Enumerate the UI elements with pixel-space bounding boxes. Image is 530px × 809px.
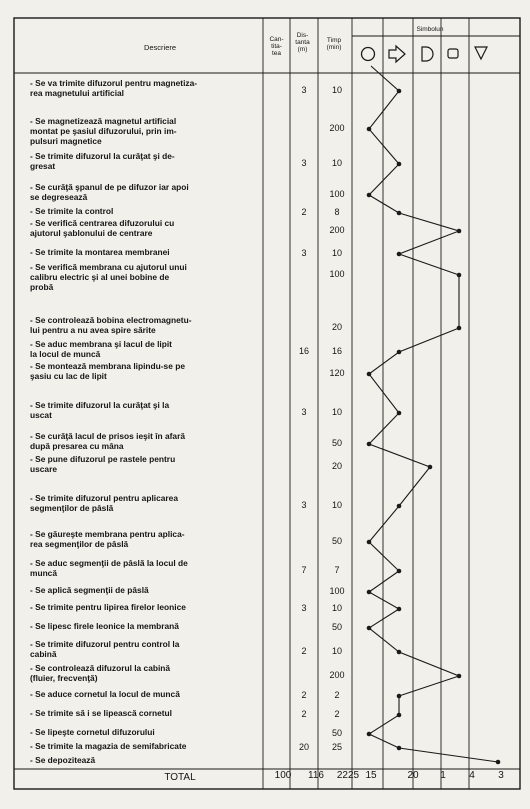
total-distanta: 116 [308, 770, 324, 781]
row-timp: 100 [329, 269, 345, 279]
row-description [30, 400, 262, 420]
row-description-line: se degresează [30, 192, 88, 202]
total-symbol-1: 15 [365, 770, 377, 781]
row-timp: 120 [329, 368, 345, 378]
row-description [30, 361, 262, 381]
flow-node-20 [397, 650, 402, 655]
row-distanta: 2 [301, 646, 307, 656]
total-cantitate: 100 [274, 770, 292, 781]
row-timp: 10 [331, 500, 342, 510]
row-description-line: pulsuri magnetice [30, 136, 102, 146]
flow-node-16 [397, 569, 402, 574]
flow-node-24 [367, 732, 372, 737]
row-description-line: calibru electric şi al unei bobine de [30, 272, 170, 282]
row-description [30, 663, 262, 683]
triangle-icon [475, 47, 487, 59]
row-description-line: - Se aduce cornetul la locul de muncă [30, 689, 180, 699]
total-symbol-3: 1 [440, 770, 446, 781]
row-timp: 25 [331, 742, 342, 752]
row-distanta: 3 [301, 158, 307, 168]
row-description-line: - Se lipeşte cornetul difuzorului [30, 727, 155, 737]
row-description [30, 262, 262, 292]
flow-node-15 [367, 540, 372, 545]
row-timp: 100 [329, 586, 345, 596]
header-timp: Timp (min) [326, 37, 342, 51]
row-description-line: muncă [30, 568, 57, 578]
row-timp: 200 [329, 670, 345, 680]
row-description-line: - Se trimite la montarea membranei [30, 247, 170, 257]
flow-node-1 [367, 127, 372, 132]
row-description [30, 639, 262, 659]
square-icon [448, 49, 458, 58]
row-description-line: - Se verifică membrana cu ajutorul unui [30, 262, 187, 272]
row-description [30, 529, 262, 549]
row-timp: 20 [331, 322, 342, 332]
row-timp: 200 [329, 123, 345, 133]
row-description-line: probă [30, 282, 54, 292]
row-description-line: - Se verifică centrarea difuzorului cu [30, 218, 175, 228]
row-timp: 10 [331, 248, 342, 258]
flow-node-26 [496, 760, 501, 765]
flow-node-0 [397, 89, 402, 94]
total-symbol-5: 3 [498, 770, 504, 781]
row-description-line: montat pe şasiul difuzorului, prin im- [30, 126, 177, 136]
flow-node-4 [397, 211, 402, 216]
flow-node-18 [397, 607, 402, 612]
flow-node-10 [367, 372, 372, 377]
flow-node-13 [428, 465, 433, 470]
row-timp: 50 [331, 438, 342, 448]
row-timp: 50 [331, 622, 342, 632]
row-distanta: 20 [298, 742, 309, 752]
row-timp: 10 [331, 407, 342, 417]
row-description-line: şasiu cu lac de lipit [30, 371, 107, 381]
flow-path-line [369, 66, 498, 762]
row-description [30, 182, 262, 202]
row-description [30, 689, 262, 699]
row-description-line: segmenţilor de pâslă [30, 503, 114, 513]
flow-node-8 [457, 326, 462, 331]
row-description-line: - Se depozitează [30, 755, 96, 765]
header-simboluri: Simbolun [416, 26, 444, 33]
row-description-line: - Se magnetizează magnetul artificial [30, 116, 177, 126]
row-distanta: 3 [301, 500, 307, 510]
row-description [30, 431, 262, 451]
row-timp: 10 [331, 158, 342, 168]
flow-node-7 [457, 273, 462, 278]
row-description-line: - Se trimite să i se lipească cornetul [30, 708, 172, 718]
row-timp: 10 [331, 603, 342, 613]
row-description [30, 116, 262, 146]
arrow-icon [389, 46, 405, 62]
flow-node-23 [397, 713, 402, 718]
row-description-line: - Se curăţă lacul de prisos ieşit în afară [30, 431, 185, 441]
row-description-line: - Se găureşte membrana pentru aplica- [30, 529, 185, 539]
row-timp: 7 [334, 565, 340, 575]
flow-node-5 [457, 229, 462, 234]
row-description-line: după presarea cu mâna [30, 441, 124, 451]
row-timp: 10 [331, 85, 342, 95]
row-description [30, 621, 262, 631]
row-description-line: - Se trimite difuzorul pentru aplicarea [30, 493, 178, 503]
flow-node-3 [367, 193, 372, 198]
row-description-line: la locul de muncă [30, 349, 101, 359]
row-timp: 8 [334, 207, 340, 217]
row-description-line: (fluier, frecvenţă) [30, 673, 98, 683]
row-description-line: uscat [30, 410, 52, 420]
flow-node-17 [367, 590, 372, 595]
row-description [30, 727, 262, 737]
row-description-line: - Se aduc membrana şi lacul de lipit [30, 339, 172, 349]
row-timp: 2 [334, 690, 340, 700]
row-description-line: - Se trimite la magazia de semifabricate [30, 741, 187, 751]
row-timp: 50 [331, 728, 342, 738]
row-distanta: 2 [301, 207, 307, 217]
row-timp: 20 [331, 461, 342, 471]
total-label: TOTAL [164, 772, 196, 783]
row-description-line: - Se controlează difuzorul la cabină [30, 663, 171, 673]
d-shape-icon [422, 47, 433, 61]
row-description-line: - Se controlează bobina electromagnetu- [30, 315, 192, 325]
row-distanta: 2 [301, 709, 307, 719]
row-timp: 2 [334, 709, 340, 719]
row-description [30, 708, 262, 718]
row-description-line: - Se lipesc firele leonice la membrană [30, 621, 179, 631]
row-description-line: rea magnetului artificial [30, 88, 125, 98]
row-timp: 16 [331, 346, 342, 356]
row-description [30, 558, 262, 578]
row-timp: 100 [329, 189, 345, 199]
row-description [30, 454, 262, 474]
row-timp: 10 [331, 646, 342, 656]
row-distanta: 3 [301, 603, 307, 613]
row-description-line: - Se pune difuzorul pe rastele pentru [30, 454, 176, 464]
row-description-line: uscare [30, 464, 58, 474]
row-description-line: gresat [30, 161, 56, 171]
row-distanta: 2 [301, 690, 307, 700]
header-descriere: Descriere [143, 43, 177, 52]
row-distanta: 3 [301, 407, 307, 417]
flow-node-9 [397, 350, 402, 355]
row-description-line: - Se montează membrana lipindu-se pe [30, 361, 185, 371]
flow-node-21 [457, 674, 462, 679]
header-distanta: Dis- tanta (m) [295, 32, 310, 53]
flow-node-19 [367, 626, 372, 631]
flow-node-11 [397, 411, 402, 416]
total-symbol-4: 4 [469, 770, 475, 781]
row-description [30, 339, 262, 359]
row-description [30, 206, 262, 216]
row-description [30, 151, 262, 171]
flow-node-14 [397, 504, 402, 509]
row-description [30, 602, 262, 612]
row-description-line: - Se trimite pentru lipirea firelor leonice [30, 602, 186, 612]
row-description [30, 755, 262, 765]
row-timp: 50 [331, 536, 342, 546]
row-description-line: rea segmenţilor de pâslă [30, 539, 129, 549]
row-description-line: - Se va trimite difuzorul pentru magnetiza- [30, 78, 198, 88]
flow-node-2 [397, 162, 402, 167]
row-description-line: cabină [30, 649, 57, 659]
flow-node-6 [397, 252, 402, 257]
row-description [30, 315, 262, 335]
row-distanta: 3 [301, 85, 307, 95]
row-distanta: 7 [301, 565, 307, 575]
row-description-line: lui pentru a nu avea spire sărite [30, 325, 156, 335]
row-description-line: - Se trimite difuzorul pentru control la [30, 639, 180, 649]
flow-node-12 [367, 442, 372, 447]
row-description-line: - Se trimite difuzorul la curăţat şi de- [30, 151, 175, 161]
row-description-line: - Se trimite la control [30, 206, 114, 216]
flow-node-25 [397, 746, 402, 751]
row-description-line: - Se curăţă şpanul de pe difuzor iar apoi [30, 182, 189, 192]
row-description-line: - Se aduc segmenţii de pâslă la locul de [30, 558, 188, 568]
flow-node-22 [397, 694, 402, 699]
row-description-line: ajutorul şablonului de centrare [30, 228, 153, 238]
total-symbol-2: 20 [407, 770, 419, 781]
row-timp: 200 [329, 225, 345, 235]
row-description [30, 493, 262, 513]
row-description-line: - Se aplică segmenţii de pâslă [30, 585, 149, 595]
header-cantitate: Can- tita- tea [269, 36, 284, 57]
row-description [30, 78, 262, 98]
row-description [30, 247, 262, 257]
row-description [30, 741, 262, 751]
row-distanta: 16 [298, 346, 309, 356]
row-description [30, 218, 262, 238]
total-timp: 2225 [336, 770, 360, 781]
circle-icon [362, 48, 375, 61]
row-description [30, 585, 262, 595]
row-description-line: - Se trimite difuzorul la curăţat şi la [30, 400, 170, 410]
row-distanta: 3 [301, 248, 307, 258]
